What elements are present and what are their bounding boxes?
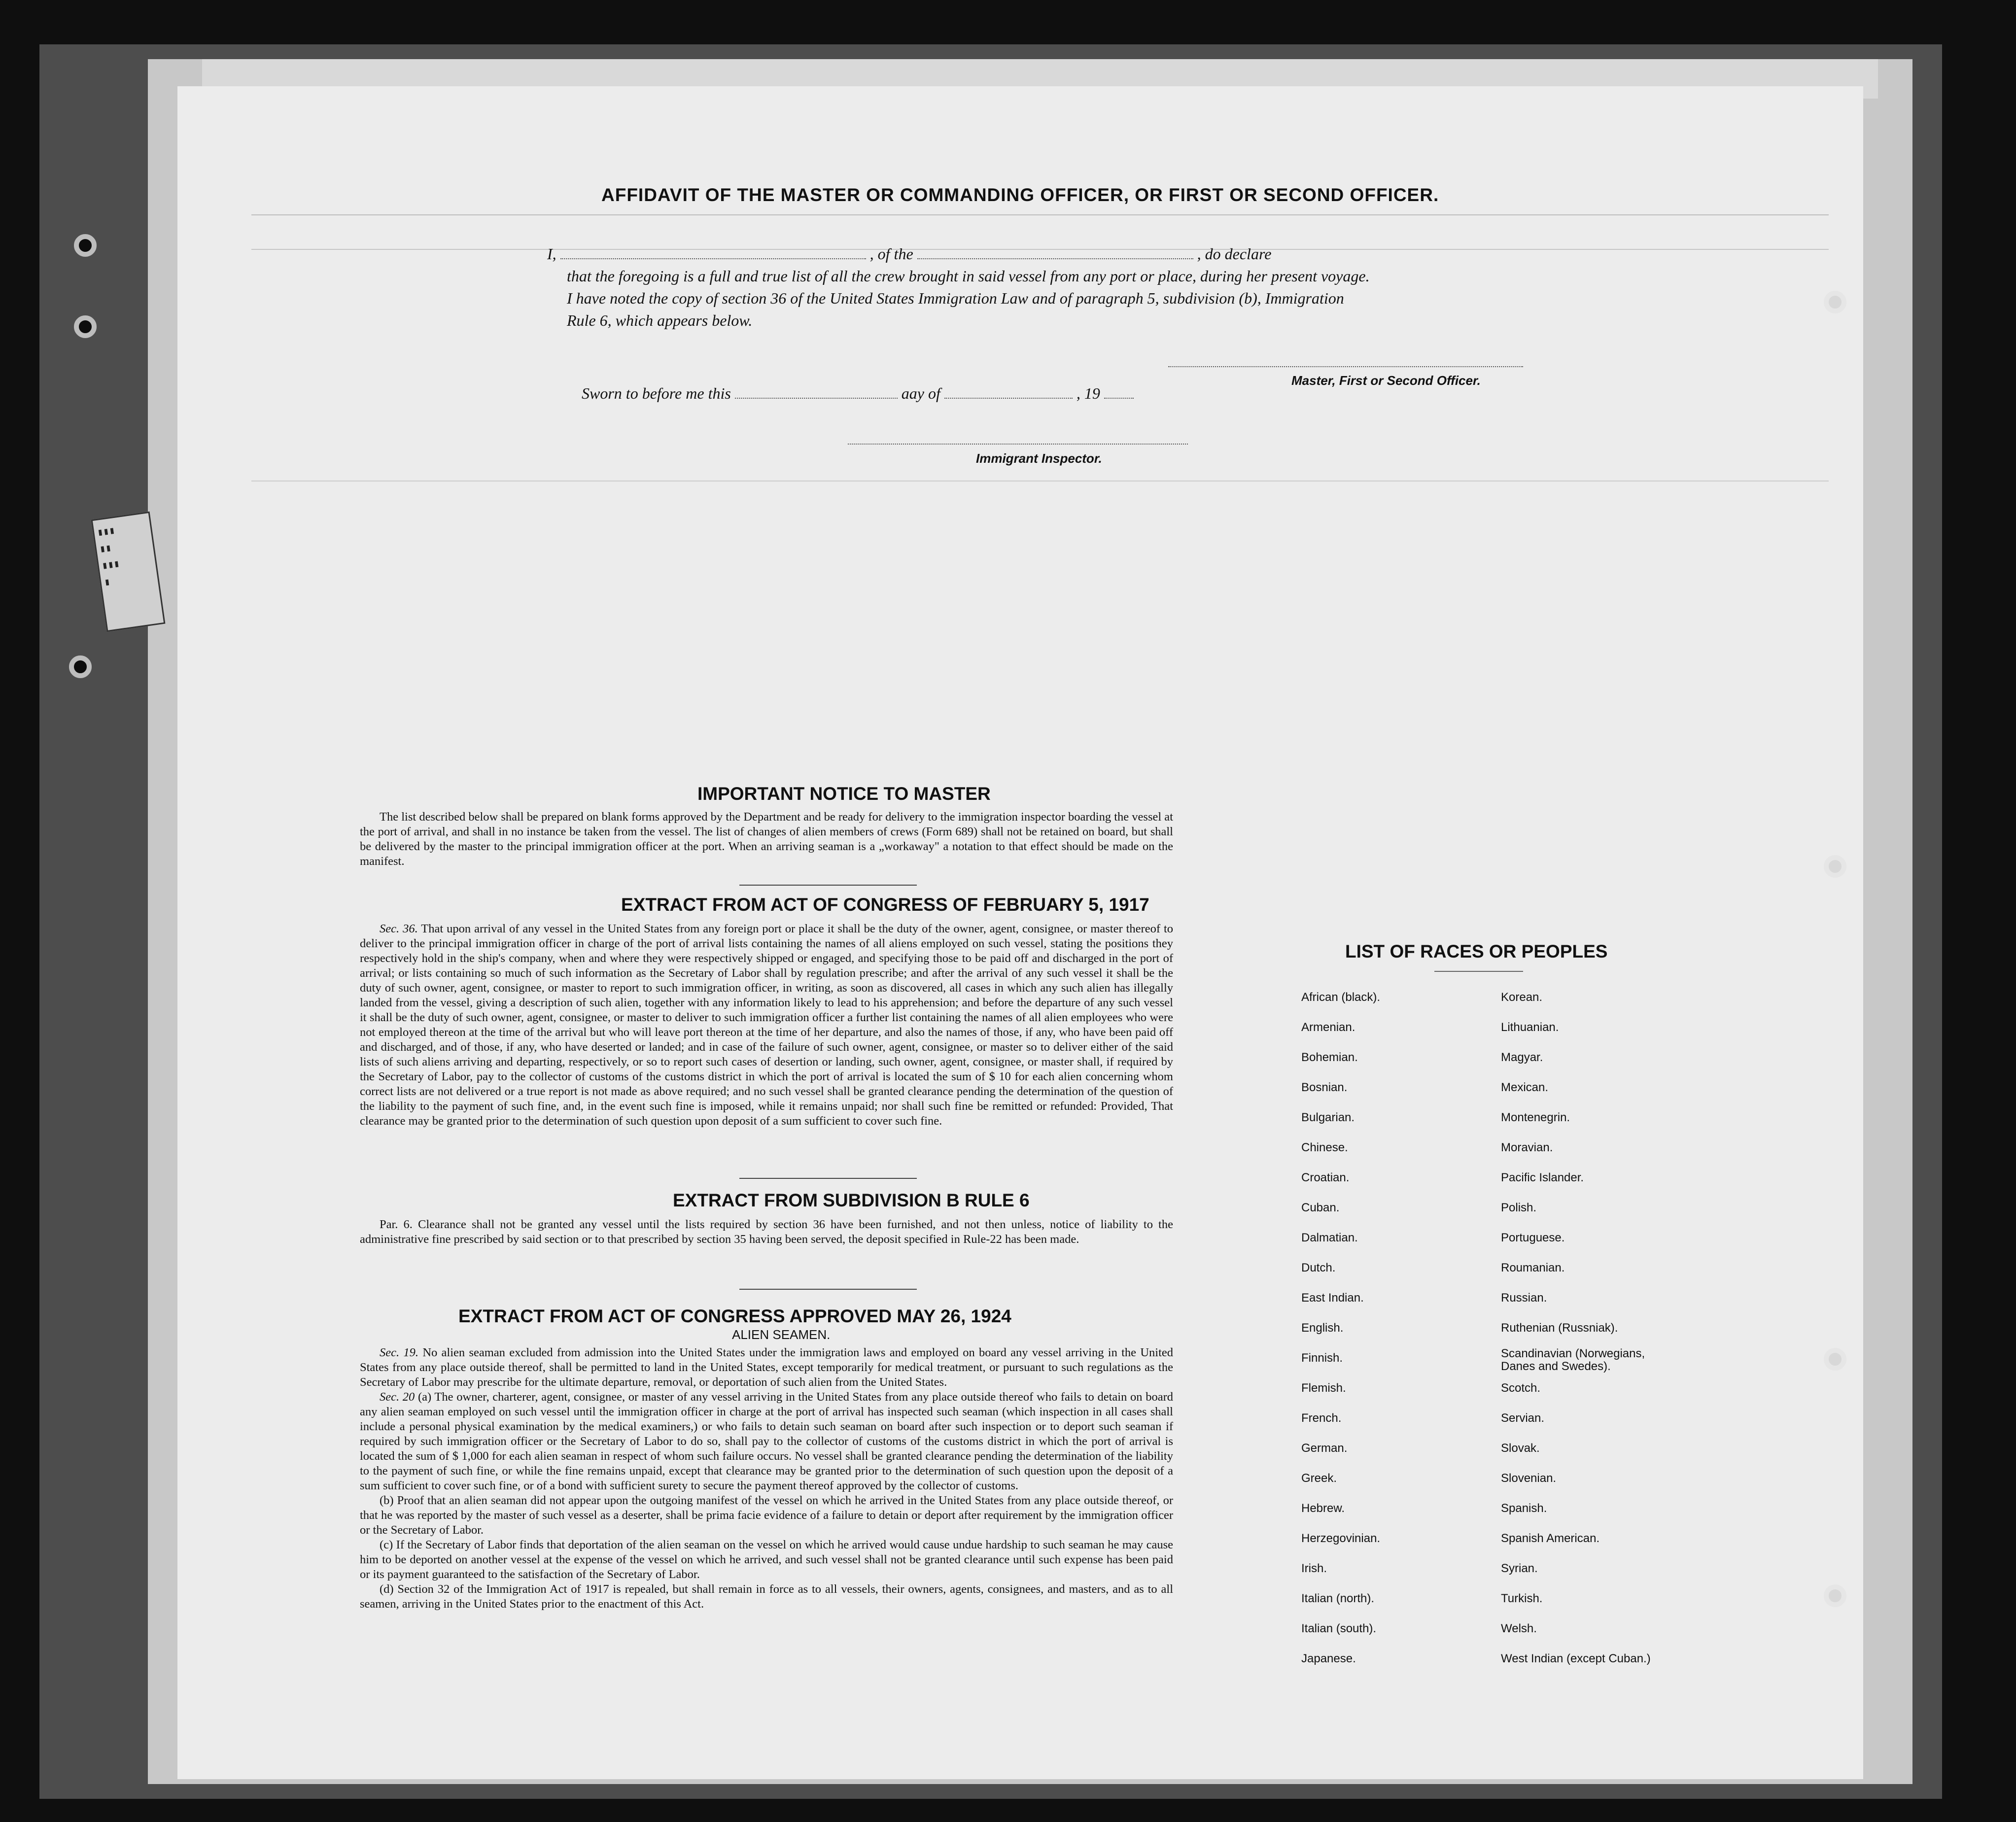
race-item: Spanish American. [1501, 1532, 1600, 1545]
race-item: Bohemian. [1301, 1051, 1358, 1064]
race-item: Japanese. [1301, 1652, 1356, 1665]
section-divider [739, 1178, 917, 1179]
act1924-heading: EXTRACT FROM ACT OF CONGRESS APPROVED MAY 26, 1924 [458, 1306, 1011, 1326]
race-item: Lithuanian. [1501, 1021, 1559, 1034]
race-item: Roumanian. [1501, 1261, 1565, 1274]
sec19-text: No alien seaman excluded from admission into the United States under the immigration laws and employed on board any vessel arriving in the United States from any place outside thereof, shall be permitted to land in the United States, except temporarily for medical treatment, or pursuant to such regulations as the Secretary of Labor may prescribe for the ultimate departure, removal, or deportation of such alien from the United States. [360, 1346, 1174, 1389]
race-item: Montenegrin. [1501, 1111, 1570, 1124]
race-item: English. [1301, 1321, 1344, 1335]
vessel-blank[interactable] [917, 248, 1193, 259]
sec20a-text: (a) The owner, charterer, agent, consignee, or master of any vessel arriving in the United States from any place outside thereof who fails to detain on board any alien seaman employed on such vessel until the immigration officer in charge at the port of arrival has inspected such seaman (which inspection in all cases shall include a personal physical examination by the medical examiners,) or who fails to detain such seaman on board after such inspection or to deport such seaman if required by such immigration officer or the Secretary of Labor to do so, shall pay to the collector of customs of the customs district in which the port of arrival is located the sum of $ 1,000 for each alien seaman in respect of whom such failure occurs. No vessel shall be granted clearance pending the determination of the liability to the payment of such fine, or while the fine remains unpaid, except that clearance may be granted prior to the determination of such question upon the deposit of a sum sufficient to cover such fine, or of a bond with sufficient surety to secure the payment thereof approved by the collector of customs. [360, 1390, 1174, 1492]
race-item: Mexican. [1501, 1081, 1549, 1094]
race-item: Italian (north). [1301, 1592, 1375, 1605]
page-punch-hole [1824, 291, 1846, 313]
inspector-caption: Immigrant Inspector. [976, 451, 1102, 466]
act1917-paragraph [360, 922, 1173, 1129]
sec20d-paragraph: (d) Section 32 of the Immigration Act of 1917 is repealed, but shall remain in force as to all vessels, their owners, agents, consignees, and masters, and as to all seamen, arriving in the United States prior to the enactment of this Act. [360, 1582, 1173, 1611]
affidavit-line-2: that the foregoing is a full and true list of all the crew brought in said vessel from any port or place, during her present voyage. [567, 267, 1370, 285]
race-item: Dutch. [1301, 1261, 1336, 1274]
race-item: Syrian. [1501, 1562, 1538, 1575]
race-item: Croatian. [1301, 1171, 1350, 1184]
race-item: Greek. [1301, 1472, 1337, 1485]
race-item: Magyar. [1501, 1051, 1543, 1064]
race-item: African (black). [1301, 991, 1381, 1004]
paper-stamp-fragment: ▮▮▮ ▮▮ ▮▮▮ ▮ [91, 512, 166, 632]
section-divider [739, 1289, 917, 1290]
sec20b-paragraph: (b) Proof that an alien seaman did not appear upon the outgoing manifest of the vessel on which he arrived in the United States from any place outside thereof, or that he was reported by the master of such vessel as a deserter, shall be prima facie evidence of a failure to detain or deport after requirement by the immigration officer or the Secretary of Labor. [360, 1494, 1173, 1537]
act1917-body [360, 922, 1173, 1129]
binder-hole [74, 234, 97, 257]
race-item: Turkish. [1501, 1592, 1543, 1605]
race-item: Herzegovinian. [1301, 1532, 1381, 1545]
race-item: Polish. [1501, 1201, 1537, 1214]
race-item: Finnish. [1301, 1351, 1343, 1365]
races-heading: LIST OF RACES OR PEOPLES [1345, 941, 1608, 962]
rule6-heading: EXTRACT FROM SUBDIVISION B RULE 6 [673, 1190, 1030, 1210]
master-signature-line[interactable] [1168, 366, 1523, 367]
rule6-body [360, 1217, 1173, 1247]
race-item: Ruthenian (Russniak). [1501, 1321, 1618, 1335]
race-item: Servian. [1501, 1411, 1545, 1425]
affidavit-line-3: I have noted the copy of section 36 of the United States Immigration Law and of paragraph 5, subdivision (b), Immigration [567, 289, 1344, 307]
sec20a-paragraph [360, 1390, 1173, 1493]
race-item: Spanish. [1501, 1502, 1547, 1515]
race-item: German. [1301, 1442, 1348, 1455]
race-item: Bulgarian. [1301, 1111, 1355, 1124]
race-item: French. [1301, 1411, 1342, 1425]
page-punch-hole [1824, 855, 1846, 878]
affidavit-line-1 [547, 245, 1271, 263]
race-item: Moravian. [1501, 1141, 1553, 1154]
race-item: Dalmatian. [1301, 1231, 1358, 1244]
sworn-a: Sworn to before me this [582, 384, 731, 402]
sec19-paragraph [360, 1345, 1173, 1390]
affidavit-line-4: Rule 6, which appears below. [567, 311, 753, 329]
act1924-body [360, 1345, 1173, 1612]
page-punch-hole [1824, 1584, 1846, 1607]
race-item: Russian. [1501, 1291, 1547, 1305]
day-blank[interactable] [735, 388, 898, 399]
race-item: Bosnian. [1301, 1081, 1348, 1094]
sworn-line [582, 384, 1134, 403]
year-blank[interactable] [1104, 388, 1134, 399]
race-item: Irish. [1301, 1562, 1327, 1575]
sworn-b: aay of [901, 384, 940, 402]
notice-heading: IMPORTANT NOTICE TO MASTER [697, 784, 991, 804]
sec20-label: Sec. 20 [380, 1390, 415, 1404]
race-item: Slovenian. [1501, 1472, 1557, 1485]
race-item: Hebrew. [1301, 1502, 1345, 1515]
binder-hole [74, 315, 97, 338]
binder-hole [69, 655, 92, 678]
inspector-signature-line[interactable] [848, 444, 1188, 445]
race-item: Scotch. [1501, 1381, 1541, 1395]
affidavit-line-1-b: , of the [869, 245, 913, 263]
month-blank[interactable] [944, 388, 1073, 399]
act1917-heading: EXTRACT FROM ACT OF CONGRESS OF FEBRUARY 5, 1917 [621, 894, 1149, 915]
name-blank[interactable] [560, 248, 866, 259]
affidavit-title: AFFIDAVIT OF THE MASTER OR COMMANDING OFFICER, OR FIRST OR SECOND OFFICER. [601, 185, 1439, 205]
race-item: Chinese. [1301, 1141, 1348, 1154]
manifest-page [177, 86, 1863, 1779]
sec36-text: That upon arrival of any vessel in the United States from any foreign port or place it shall be the duty of the owner, agent, consignee, or master thereof to deliver to the principal immigration officer in charge of the port of arrival lists containing the names of all aliens employed on such vessel, stating the positions they respectively hold in the ship's company, when and where they were respectively shipped or engaged, and specifying those to be paid off and discharged in the port of arrival; or lists containing so much of such information as the Secretary of Labor shall by regulation prescribe; and after the arrival of any such vessel it shall be the duty of such owner, agent, consignee, or master to report to such immigration officer, in writing, as soon as discovered, all cases in which any such alien has illegally landed from the vessel, giving a description of such alien, together with any information likely to lead to his apprehension; and before the departure of any such vessel it shall be the duty of such owner, agent, consignee, or master to deliver to such immigration officer a further list containing the names of all alien employees who were not employed thereon at the time of the arrival but who will leave port thereon at the time of her departure, and also the names of those, if any, who have been paid off and discharged, and of those, if any, who have deserted or landed; and in case of the failure of such owner, agent, consignee, or master so to deliver either of the said lists of such aliens arriving and departing, respectively, or so to report such cases of desertion or landing, such owner, agent, consignee, or master shall, if required by the Secretary of Labor, pay to the collector of customs of the customs district in which the port of arrival is located the sum of $ 10 for each alien concerning whom correct lists are not delivered or a true report is not made as above required; and no such vessel shall be granted clearance pending the determination of the question of the liability to the payment of such fine, and, in the event such fine is imposed, while it remains unpaid; nor shall such fine be remitted or refunded: Provided, That clearance may be granted prior to the determination of such question upon deposit of a sum sufficient to cover such fine. [360, 922, 1174, 1128]
race-item: Welsh. [1501, 1622, 1537, 1635]
affidavit-line-1-c: , do declare [1197, 245, 1272, 263]
affidavit-line-1-a: I, [547, 245, 556, 263]
race-item: Scandinavian (Norwegians, Danes and Swedes). [1501, 1347, 1645, 1373]
race-item: West Indian (except Cuban.) [1501, 1652, 1651, 1665]
bleed-through-rule [251, 214, 1829, 215]
notice-body [360, 810, 1173, 869]
notice-paragraph: The list described below shall be prepared on blank forms approved by the Department and be ready for delivery to the immigration inspector boarding the vessel at the port of arrival, and shall in no instance be taken from the vessel. The list of changes of alien members of crews (Form 689) shall not be retained on board, but shall be delivered by the master to the principal immigration officer at the port. When an arriving seaman is a „workaway" a notation to that effect should be made on the manifest. [360, 810, 1173, 868]
race-item: Cuban. [1301, 1201, 1340, 1214]
sworn-c: , 19 [1076, 384, 1100, 402]
races-divider [1434, 971, 1523, 972]
page-punch-hole [1824, 1348, 1846, 1371]
section-divider [739, 885, 917, 886]
race-item: Italian (south). [1301, 1622, 1377, 1635]
sec36-label: Sec. 36. [380, 922, 418, 935]
act1924-subheading: ALIEN SEAMEN. [732, 1327, 831, 1342]
race-item: Flemish. [1301, 1381, 1346, 1395]
sec19-label: Sec. 19. [380, 1346, 419, 1359]
rule6-paragraph: Par. 6. Clearance shall not be granted any vessel until the lists required by section 36 have been furnished, and not then unless, notice of liability to the administrative fine prescribed by said section or to that prescribed by section 35 having been served, the deposit specified in Rule-22 has been made. [360, 1218, 1173, 1246]
race-item: Slovak. [1501, 1442, 1540, 1455]
race-item: Portuguese. [1501, 1231, 1565, 1244]
race-item: Korean. [1501, 991, 1543, 1004]
race-item: Pacific Islander. [1501, 1171, 1584, 1184]
sec20c-paragraph: (c) If the Secretary of Labor finds that deportation of the alien seaman on the vessel on which he arrived would cause undue hardship to such seaman he may cause him to be deported on another vessel at the expense of the vessel on which he arrived, and such vessel shall not be granted clearance until such expense has been paid or its payment guaranteed to the satisfaction of the Secretary of Labor. [360, 1538, 1173, 1581]
master-caption: Master, First or Second Officer. [1291, 373, 1481, 388]
race-item: East Indian. [1301, 1291, 1364, 1305]
race-item: Armenian. [1301, 1021, 1356, 1034]
